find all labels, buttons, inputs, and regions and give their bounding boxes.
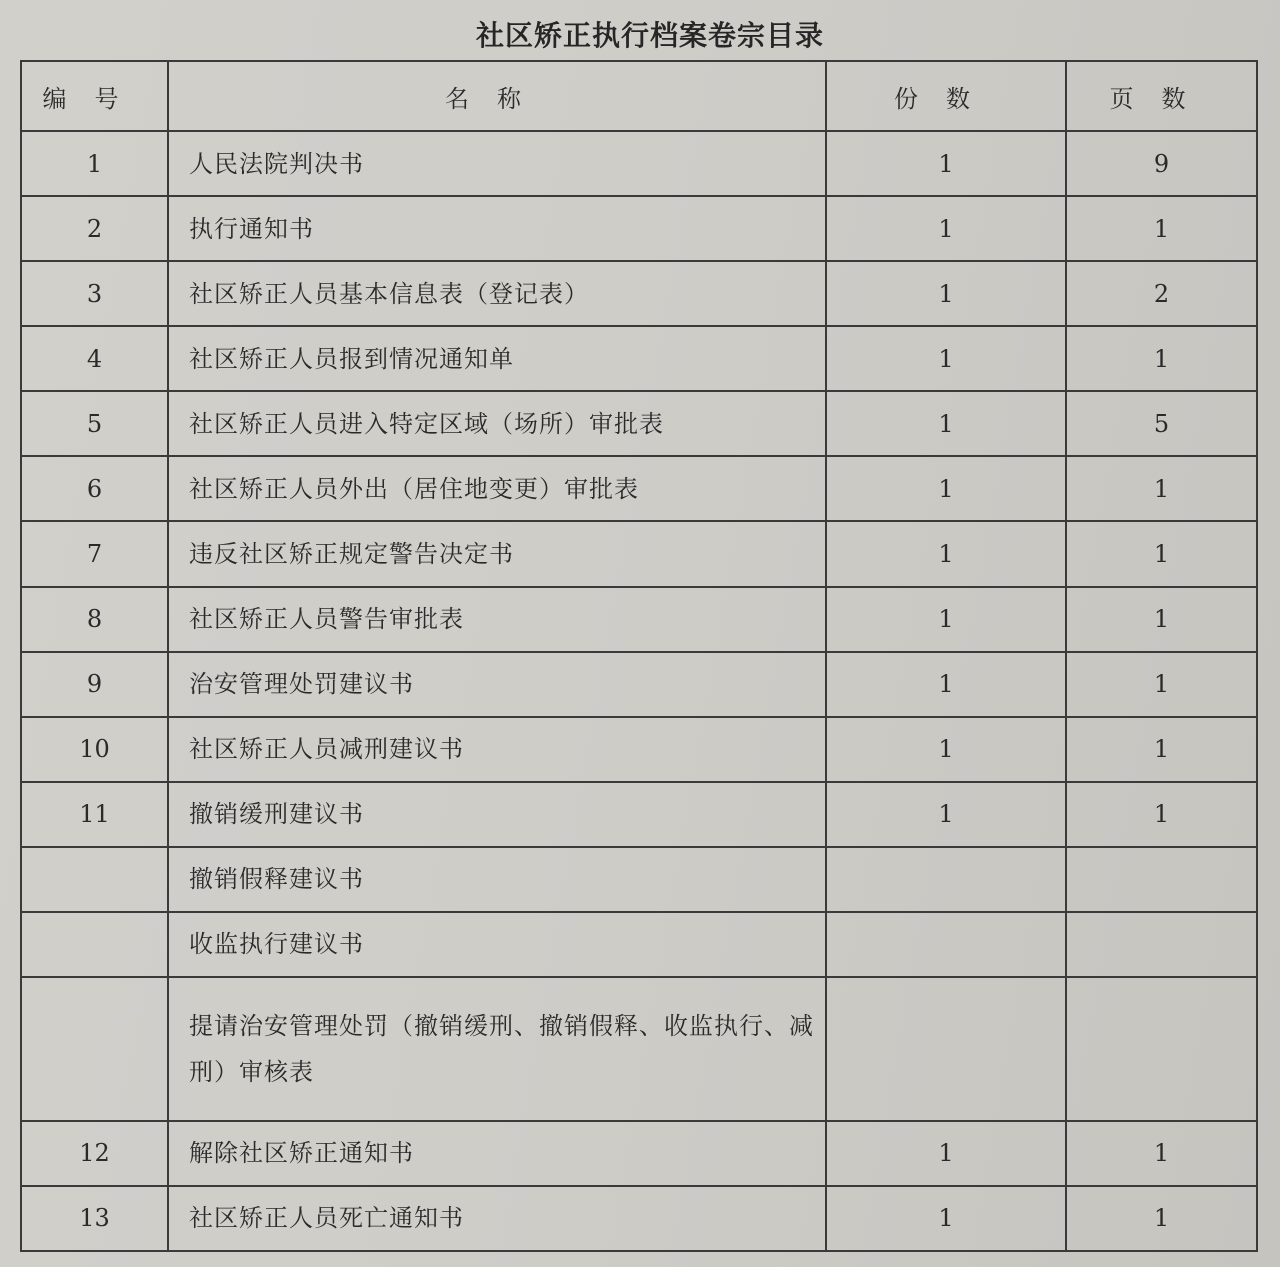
cell-copies bbox=[826, 977, 1066, 1121]
cell-no: 6 bbox=[21, 456, 168, 521]
cell-pages bbox=[1066, 977, 1257, 1121]
cell-name: 治安管理处罚建议书 bbox=[168, 652, 826, 717]
cell-copies: 1 bbox=[826, 652, 1066, 717]
header-name: 名称 bbox=[168, 61, 826, 131]
cell-copies: 1 bbox=[826, 391, 1066, 456]
cell-pages: 1 bbox=[1066, 1121, 1257, 1186]
header-pages: 页数 bbox=[1066, 61, 1257, 131]
cell-copies: 1 bbox=[826, 131, 1066, 196]
cell-pages: 1 bbox=[1066, 587, 1257, 652]
cell-copies: 1 bbox=[826, 521, 1066, 586]
cell-pages: 9 bbox=[1066, 131, 1257, 196]
cell-copies: 1 bbox=[826, 196, 1066, 261]
cell-name: 解除社区矫正通知书 bbox=[168, 1121, 826, 1186]
cell-name: 社区矫正人员警告审批表 bbox=[168, 587, 826, 652]
table-row bbox=[21, 782, 1257, 847]
table-row bbox=[21, 847, 1257, 912]
cell-pages: 2 bbox=[1066, 261, 1257, 326]
header-copies: 份数 bbox=[826, 61, 1066, 131]
cell-copies: 1 bbox=[826, 1121, 1066, 1186]
cell-no bbox=[21, 847, 168, 912]
cell-no: 12 bbox=[21, 1121, 168, 1186]
cell-no: 5 bbox=[21, 391, 168, 456]
cell-no: 11 bbox=[21, 782, 168, 847]
cell-no: 3 bbox=[21, 261, 168, 326]
table-row bbox=[21, 261, 1257, 326]
table-row bbox=[21, 977, 1257, 1121]
cell-copies: 1 bbox=[826, 717, 1066, 782]
cell-no: 7 bbox=[21, 521, 168, 586]
table-row bbox=[21, 196, 1257, 261]
cell-pages: 1 bbox=[1066, 717, 1257, 782]
table-row bbox=[21, 717, 1257, 782]
cell-name: 提请治安管理处罚（撤销缓刑、撤销假释、收监执行、减刑）审核表 bbox=[168, 977, 826, 1121]
cell-pages: 5 bbox=[1066, 391, 1257, 456]
cell-pages: 1 bbox=[1066, 326, 1257, 391]
table-row bbox=[21, 652, 1257, 717]
cell-no: 2 bbox=[21, 196, 168, 261]
cell-copies bbox=[826, 912, 1066, 977]
cell-copies bbox=[826, 847, 1066, 912]
cell-no: 1 bbox=[21, 131, 168, 196]
cell-name: 收监执行建议书 bbox=[168, 912, 826, 977]
table-row bbox=[21, 456, 1257, 521]
cell-copies: 1 bbox=[826, 587, 1066, 652]
cell-copies: 1 bbox=[826, 326, 1066, 391]
cell-no: 13 bbox=[21, 1186, 168, 1251]
cell-name: 撤销假释建议书 bbox=[168, 847, 826, 912]
cell-pages: 1 bbox=[1066, 456, 1257, 521]
cell-name: 社区矫正人员进入特定区域（场所）审批表 bbox=[168, 391, 826, 456]
cell-name: 社区矫正人员报到情况通知单 bbox=[168, 326, 826, 391]
cell-name: 社区矫正人员死亡通知书 bbox=[168, 1186, 826, 1251]
cell-name: 社区矫正人员基本信息表（登记表） bbox=[168, 261, 826, 326]
cell-name: 社区矫正人员外出（居住地变更）审批表 bbox=[168, 456, 826, 521]
cell-copies: 1 bbox=[826, 261, 1066, 326]
cell-pages: 1 bbox=[1066, 652, 1257, 717]
cell-name: 违反社区矫正规定警告决定书 bbox=[168, 521, 826, 586]
cell-pages bbox=[1066, 847, 1257, 912]
table-row bbox=[21, 587, 1257, 652]
cell-no: 8 bbox=[21, 587, 168, 652]
cell-no bbox=[21, 912, 168, 977]
cell-name: 社区矫正人员减刑建议书 bbox=[168, 717, 826, 782]
cell-pages: 1 bbox=[1066, 782, 1257, 847]
cell-name: 执行通知书 bbox=[168, 196, 826, 261]
cell-pages: 1 bbox=[1066, 1186, 1257, 1251]
cell-name: 撤销缓刑建议书 bbox=[168, 782, 826, 847]
table-row bbox=[21, 1186, 1257, 1251]
table-row bbox=[21, 131, 1257, 196]
cell-pages: 1 bbox=[1066, 196, 1257, 261]
table-row bbox=[21, 1121, 1257, 1186]
cell-copies: 1 bbox=[826, 1186, 1066, 1251]
cell-pages bbox=[1066, 912, 1257, 977]
cell-no: 9 bbox=[21, 652, 168, 717]
cell-pages: 1 bbox=[1066, 521, 1257, 586]
cell-name: 人民法院判决书 bbox=[168, 131, 826, 196]
table-header-row bbox=[21, 61, 1257, 131]
cell-no: 10 bbox=[21, 717, 168, 782]
table-row bbox=[21, 521, 1257, 586]
table-row bbox=[21, 326, 1257, 391]
table-row bbox=[21, 391, 1257, 456]
cell-no: 4 bbox=[21, 326, 168, 391]
header-no: 编号 bbox=[21, 61, 168, 131]
cell-copies: 1 bbox=[826, 782, 1066, 847]
cell-no bbox=[21, 977, 168, 1121]
document-title: 社区矫正执行档案卷宗目录 bbox=[475, 19, 824, 52]
catalog-table bbox=[20, 60, 1258, 1252]
cell-copies: 1 bbox=[826, 456, 1066, 521]
table-row bbox=[21, 912, 1257, 977]
